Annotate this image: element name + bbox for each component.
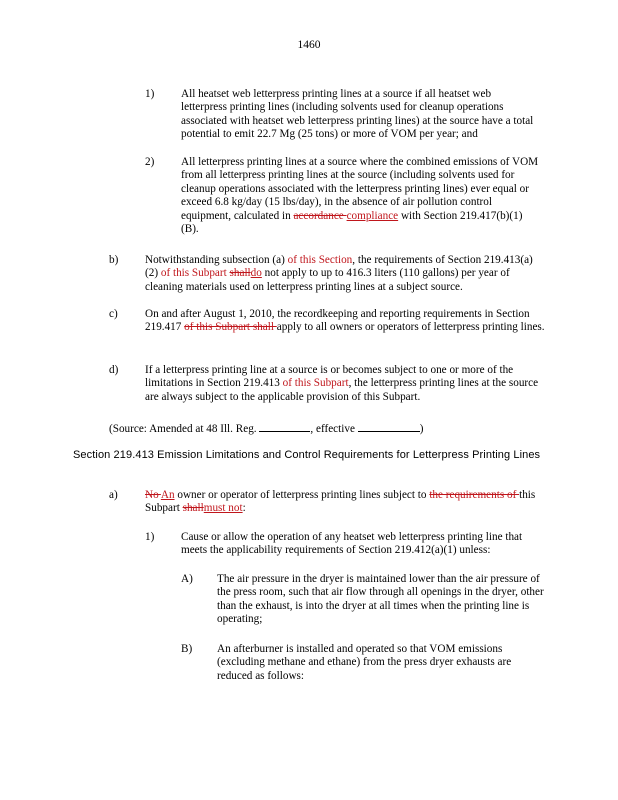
inserted-text: must not [203, 502, 243, 515]
subitem-A-text: The air pressure in the dryer is maintained lower than the air pressure of the press room, such that air flow through all openings in the dryer, other than the exhaust, is into the dryer at all times when the printing line is operating; [217, 573, 544, 626]
item-1-label: 1) [145, 88, 155, 100]
inserted-text: An [160, 489, 175, 501]
deleted-text: shall [229, 267, 251, 280]
subitem-B-label: B) [181, 643, 193, 655]
item-b-text: Notwithstanding subsection (a) of this Section, the requirements of Section 219.413(a)(2) of this Subpart shalldo not apply to up to 416.3 liters (110 gallons) per year of cleaning materials used on letterpress printing lines at a subject source. [145, 254, 533, 293]
deleted-text: accordance [293, 209, 347, 222]
source-note: (Source: Amended at 48 Ill. Reg. , effective ) [109, 423, 424, 435]
inserted-text: do [250, 267, 262, 280]
inserted-text: of this Subpart [160, 267, 227, 280]
subitem-A-label: A) [181, 573, 193, 585]
item-c-label: c) [109, 308, 118, 320]
item-d-label: d) [109, 364, 119, 376]
item-2-text: All letterpress printing lines at a source where the combined emissions of VOM from all letterpress printing lines at the source (including solvents used for cleanup operations associated with the letterpress printing lines) ever equal or exceed 6.8 kg/day (15 lbs/day), in the absence of air pollution control equipment, calculated in accordance compliance with Section 219.417(b)(1)(B). [181, 156, 539, 236]
deleted-text: of this Subpart shall [184, 321, 277, 334]
item-2-label: 2) [145, 156, 155, 168]
inserted-text: of this Subpart [282, 377, 349, 390]
subitem-1-text: Cause or allow the operation of any heatset web letterpress printing line that meets the applicability requirements of Section 219.412(a)(1) unless: [181, 531, 523, 557]
item-b-label: b) [109, 254, 119, 266]
item-a-label: a) [109, 489, 118, 501]
inserted-text: of this Section [287, 254, 353, 266]
deleted-text: No [145, 489, 161, 501]
deleted-text: shall [182, 502, 204, 515]
section-heading: Section 219.413 Emission Limitations and Control Requirements for Letterpress Printing Lines [73, 449, 541, 461]
inserted-text: compliance [346, 209, 399, 222]
item-d-text: If a letterpress printing line at a source is or becomes subject to one or more of the limitations in Section 219.413 of this Subpart, the letterpress printing lines at the source are always subject to the applicable provision of this Subpart. [145, 364, 539, 403]
item-1-text: All heatset web letterpress printing lines at a source if all heatset web letterpress printing lines (including solvents used for cleanup operations associated with heatset web letterpress printing lines) at the source have a total potential to emit 22.7 Mg (25 tons) or more of VOM per year; and [181, 88, 534, 141]
subitem-B-text: An afterburner is installed and operated so that VOM emissions (excluding methane and ethane) from the press dryer exhausts are reduced as follows: [217, 643, 512, 682]
page-number: 1460 [297, 39, 321, 51]
item-c-text: On and after August 1, 2010, the recordkeeping and reporting requirements in Section 219.417 of this Subpart shall apply to all owners or operators of letterpress printing lines. [145, 308, 545, 334]
item-a-text: No An owner or operator of letterpress printing lines subject to the requirements of this Subpart shallmust not: [145, 489, 536, 515]
deleted-text: the requirements of [429, 489, 520, 501]
subitem-1-label: 1) [145, 531, 155, 543]
